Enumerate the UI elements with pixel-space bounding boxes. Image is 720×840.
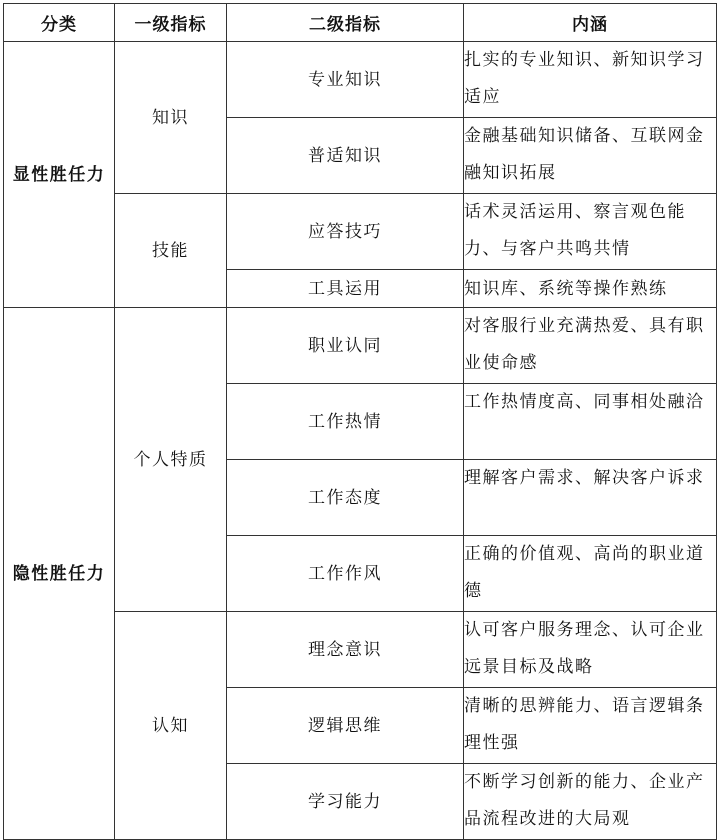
category-explicit-competency: 显性胜任力 <box>4 42 115 308</box>
content-cell: 不断学习创新的能力、企业产品流程改进的大局观 <box>464 764 717 840</box>
content-cell: 清晰的思辨能力、语言逻辑条理性强 <box>464 688 717 764</box>
level2-indicator: 专业知识 <box>227 42 464 118</box>
level1-cognition: 认知 <box>115 612 227 840</box>
content-cell: 正确的价值观、高尚的职业道德 <box>464 536 717 612</box>
content-cell: 扎实的专业知识、新知识学习适应 <box>464 42 717 118</box>
table-header-row <box>4 4 717 42</box>
category-implicit-competency: 隐性胜任力 <box>4 308 115 840</box>
content-cell: 话术灵活运用、察言观色能力、与客户共鸣共情 <box>464 194 717 270</box>
level2-indicator: 工作热情 <box>227 384 464 460</box>
header-level2-indicator: 二级指标 <box>227 4 464 42</box>
content-cell: 工作热情度高、同事相处融洽 <box>464 384 717 460</box>
level2-indicator: 工作态度 <box>227 460 464 536</box>
content-cell: 金融基础知识储备、互联网金融知识拓展 <box>464 118 717 194</box>
content-cell: 理解客户需求、解决客户诉求 <box>464 460 717 536</box>
level1-personal-traits: 个人特质 <box>115 308 227 612</box>
header-category: 分类 <box>4 4 115 42</box>
header-content: 内涵 <box>464 4 717 42</box>
competency-table <box>3 3 717 840</box>
content-cell: 对客服行业充满热爱、具有职业使命感 <box>464 308 717 384</box>
level2-indicator: 逻辑思维 <box>227 688 464 764</box>
header-level1-indicator: 一级指标 <box>115 4 227 42</box>
level2-indicator: 理念意识 <box>227 612 464 688</box>
content-cell: 知识库、系统等操作熟练 <box>464 270 717 308</box>
level1-skills: 技能 <box>115 194 227 308</box>
level2-indicator: 职业认同 <box>227 308 464 384</box>
level2-indicator: 普适知识 <box>227 118 464 194</box>
content-cell: 认可客户服务理念、认可企业远景目标及战略 <box>464 612 717 688</box>
level2-indicator: 工具运用 <box>227 270 464 308</box>
competency-table-container <box>3 3 717 840</box>
table-row <box>4 42 717 118</box>
level2-indicator: 学习能力 <box>227 764 464 840</box>
level1-knowledge: 知识 <box>115 42 227 194</box>
table-row <box>4 308 717 384</box>
level2-indicator: 应答技巧 <box>227 194 464 270</box>
level2-indicator: 工作作风 <box>227 536 464 612</box>
